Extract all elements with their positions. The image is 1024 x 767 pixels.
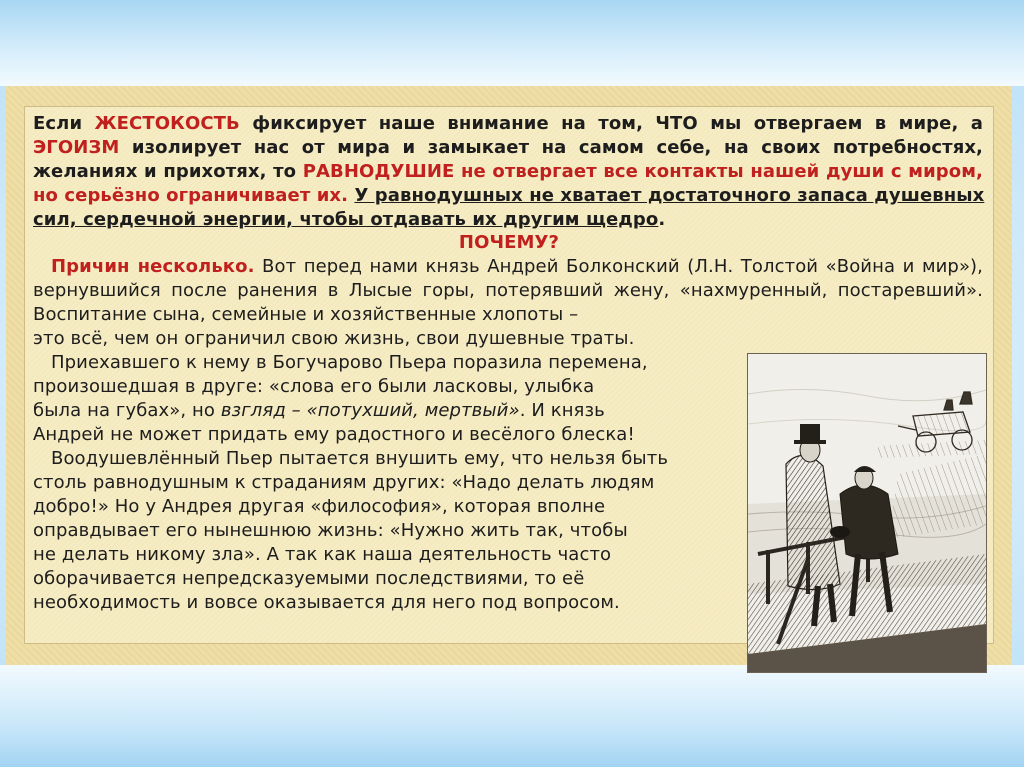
italic-quote: взгляд – «потухший, мертвый» <box>220 400 520 421</box>
body-line-14: оборачивается непредсказуемыми последствиями, то её <box>33 568 585 589</box>
text-panel <box>24 106 994 644</box>
underlined-phrase: У равнодушных не хватает достаточного запаса душевных <box>354 185 985 206</box>
body-line-3: Воспитание сына, семейные и хозяйственные хлопоты – <box>33 304 579 325</box>
keyword-cruelty: ЖЕСТОКОСТЬ <box>94 113 240 134</box>
keyword-egoism: ЭГОИЗМ <box>33 137 120 158</box>
body-line-7 <box>33 399 605 423</box>
body-line-2: вернувшийся после ранения в Лысые горы, потерявший жену, «нахмуренный, постаревший». <box>33 280 983 301</box>
illustration-ferry-engraving <box>747 353 987 673</box>
body-line-6: произошедшая в друге: «слова его были ласковы, улыбка <box>33 376 595 397</box>
bottom-background <box>0 665 1024 767</box>
body-line-10: столь равнодушным к страданиям других: «Надо делать людям <box>33 472 655 493</box>
body-line-5: Приехавшего к нему в Богучарово Пьера поразила перемена, <box>51 352 648 373</box>
text-run: . <box>658 209 666 230</box>
red-phrase: но серьёзно ограничивает их. <box>33 185 349 206</box>
body-line-1 <box>51 255 983 279</box>
keyword-indifference: РАВНОДУШИЕ не отвергает все контакты нашей души с миром, <box>302 161 983 182</box>
intro-line-2 <box>33 136 983 160</box>
text-run: была на губах», но <box>33 400 221 421</box>
intro-line-3 <box>33 160 983 184</box>
body-line-12: оправдывает его нынешнюю жизнь: «Нужно жить так, чтобы <box>33 520 628 541</box>
slide <box>6 86 1012 665</box>
body-line-13: не делать никому зла». А так как наша деятельность часто <box>33 544 612 565</box>
intro-line-5 <box>33 208 665 232</box>
underlined-phrase: сил, сердечной энергии, чтобы отдавать их другим щедро <box>33 209 659 230</box>
text-run: желаниях и прихотях, то <box>33 161 303 182</box>
intro-line-4 <box>33 184 983 208</box>
text-run: . И князь <box>519 400 605 421</box>
body-line-4: это всё, чем он ограничил свою жизнь, свои душевные траты. <box>33 328 635 349</box>
body-line-15: необходимость и вовсе оказывается для него под вопросом. <box>33 592 620 613</box>
body-line-9: Воодушевлённый Пьер пытается внушить ему, что нельзя быть <box>51 448 669 469</box>
body-line-11: добро!» Но у Андрея другая «философия», которая вполне <box>33 496 606 517</box>
top-background <box>0 0 1024 86</box>
reasons-phrase: Причин несколько. <box>51 256 255 277</box>
text-run: Вот перед нами князь Андрей Болконский (Л.Н. Толстой «Война и мир»), <box>254 256 984 277</box>
text-run: изолирует нас от мира и замыкает на самом себе, на своих потребностях, <box>119 137 983 158</box>
body-line-8: Андрей не может придать ему радостного и весёлого блеска! <box>33 424 635 445</box>
heading-why: ПОЧЕМУ? <box>458 232 560 253</box>
text-run: Если <box>33 113 95 134</box>
intro-line-1 <box>33 112 983 136</box>
text-run: фиксирует наше внимание на том, ЧТО мы отвергаем в мире, а <box>239 113 983 134</box>
